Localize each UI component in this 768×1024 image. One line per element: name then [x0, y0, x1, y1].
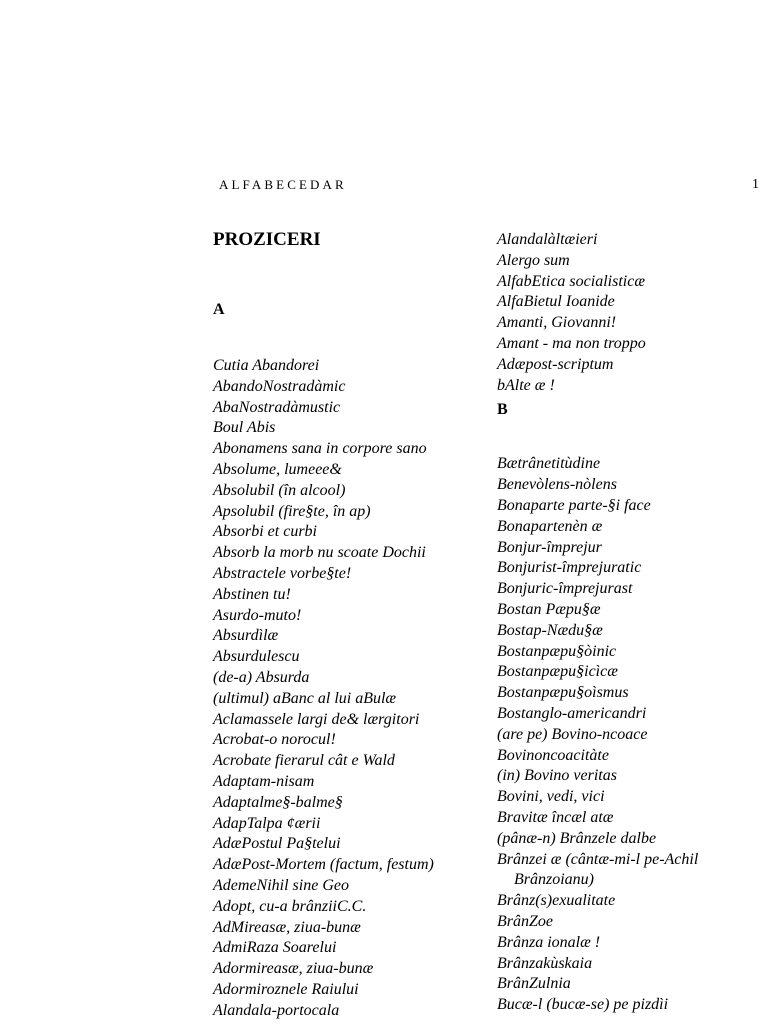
- entry-item: Brânzakùskaia: [497, 954, 593, 972]
- entry-item: Abonamens sana in corpore sano: [213, 440, 427, 458]
- entry-item: Cutia Abandorei: [213, 357, 320, 374]
- document-title: PROZICERI: [213, 229, 321, 250]
- entry-item: Absorb la morb nu scoate Dochii: [213, 544, 426, 562]
- entry-item: Bonapartenèn æ: [497, 517, 603, 535]
- right-column: [497, 230, 765, 1016]
- entry-item: Brânz(s)exualitate: [497, 892, 616, 910]
- entry-item: Asurdo-muto!: [213, 606, 302, 624]
- entry-item: (are pe) Bovino-ncoace: [497, 725, 648, 743]
- entry-item: Bonjurist-împrejuratic: [497, 559, 642, 577]
- entry-item: Adaptam-nisam: [213, 772, 315, 790]
- entry-item: Bovinoncoacitàte: [497, 746, 609, 764]
- entry-item: Acrobat-o norocul!: [213, 731, 336, 749]
- entry-item: AdemeNihil sine Geo: [213, 876, 349, 894]
- entry-item: Bætrânetitùdine: [497, 455, 601, 473]
- page-number: 1: [752, 177, 759, 192]
- entry-list-a: [213, 356, 483, 1022]
- running-head-title: ALFABECEDAR: [219, 177, 347, 192]
- entry-item: Alergo sum: [497, 251, 570, 269]
- entry-item: Brânzei æ (cântæ-mi-l pe-Achil: [497, 850, 699, 868]
- entry-item: Boul Abis: [213, 419, 276, 437]
- entry-item: Bostanpæpu§òinic: [497, 642, 617, 660]
- entry-item: Absurdìlæ: [213, 627, 279, 645]
- entry-item: Acrobate fierarul cât e Wald: [213, 752, 395, 770]
- entry-item: Amant - ma non troppo: [497, 334, 646, 352]
- entry-item: AbandoNostradàmic: [213, 377, 346, 395]
- entry-item: Absolubil (în alcool): [213, 481, 346, 499]
- entry-item: Absorbi et curbi: [213, 523, 317, 541]
- entry-item: Alandalàltæieri: [497, 231, 598, 248]
- section-letter-a: A: [213, 301, 225, 318]
- entry-item: Brânzoianu): [514, 871, 594, 889]
- entry-item: AlfabEtica socialisticæ: [497, 272, 645, 290]
- entry-item: BrânZulnia: [497, 975, 571, 993]
- entry-item: AbaNostradàmustic: [213, 398, 341, 416]
- entry-item: Bostan Pæpu§æ: [497, 600, 601, 618]
- entry-item: (in) Bovino veritas: [497, 767, 617, 785]
- entry-item: BrânZoe: [497, 912, 553, 930]
- entry-item: Amanti, Giovanni!: [497, 314, 617, 332]
- entry-item: Abstinen tu!: [213, 585, 291, 603]
- entry-item: Bostanpæpu§icìcæ: [497, 663, 618, 681]
- entry-item: Bucæ-l (bucæ-se) pe pizdìi: [497, 996, 669, 1014]
- entry-item: AlfaBietul Ioanide: [497, 293, 615, 311]
- entry-item: (pânæ-n) Brânzele dalbe: [497, 829, 657, 847]
- entry-item: AdæPostul Pa§telui: [213, 835, 341, 853]
- entry-item: Bonaparte parte-§i face: [497, 496, 651, 514]
- entry-item: AdmiRaza Soarelui: [213, 939, 337, 957]
- entry-item: Absolume, lumeee&: [213, 460, 342, 478]
- entry-item: (de-a) Absurda: [213, 668, 310, 686]
- entry-list-a-continued: [497, 230, 765, 396]
- entry-item: Adæpost-scriptum: [497, 355, 614, 373]
- entry-item: Bravitæ încæl atæ: [497, 808, 614, 826]
- entry-item: Bovini, vedi, vici: [497, 788, 605, 806]
- entry-item: Benevòlens-nòlens: [497, 476, 617, 494]
- entry-item: Adormireasæ, ziua-bunæ: [213, 960, 374, 978]
- entry-item: Absurdulescu: [213, 648, 300, 666]
- entry-item: (ultimul) aBanc al lui aBulæ: [213, 689, 397, 707]
- entry-item: Bostanpæpu§oìsmus: [497, 684, 629, 702]
- entry-item: Bostanglo-americandri: [497, 704, 647, 722]
- entry-item: Adopt, cu-a brânziiC.C.: [213, 897, 367, 915]
- entry-item: bAlte æ !: [497, 376, 555, 394]
- entry-item: Adaptalme§-balme§: [213, 793, 343, 811]
- entry-item: Bostap-Nædu§æ: [497, 621, 603, 639]
- entry-item: AdapTalpa ¢ærii: [213, 814, 321, 832]
- entry-item: Apsolubil (fire§te, în ap): [213, 502, 371, 520]
- left-column: [213, 228, 483, 1022]
- entry-item: Bonjuric-împrejurast: [497, 580, 633, 598]
- entry-list-b: [497, 454, 765, 1016]
- entry-item: Bonjur-împrejur: [497, 538, 602, 556]
- entry-item: AdMireasæ, ziua-bunæ: [213, 918, 361, 936]
- section-letter-b: B: [497, 401, 508, 419]
- entry-item: Brânza ionalæ !: [497, 933, 601, 951]
- entry-item: Aclamassele largi de& lærgitori: [213, 710, 420, 728]
- entry-item: Abstractele vorbe§te!: [213, 564, 352, 582]
- entry-item: AdæPost-Mortem (factum, festum): [213, 856, 434, 874]
- entry-item: Alandala-portocala: [213, 1001, 340, 1019]
- entry-item: Adormiroznele Raiului: [213, 980, 359, 998]
